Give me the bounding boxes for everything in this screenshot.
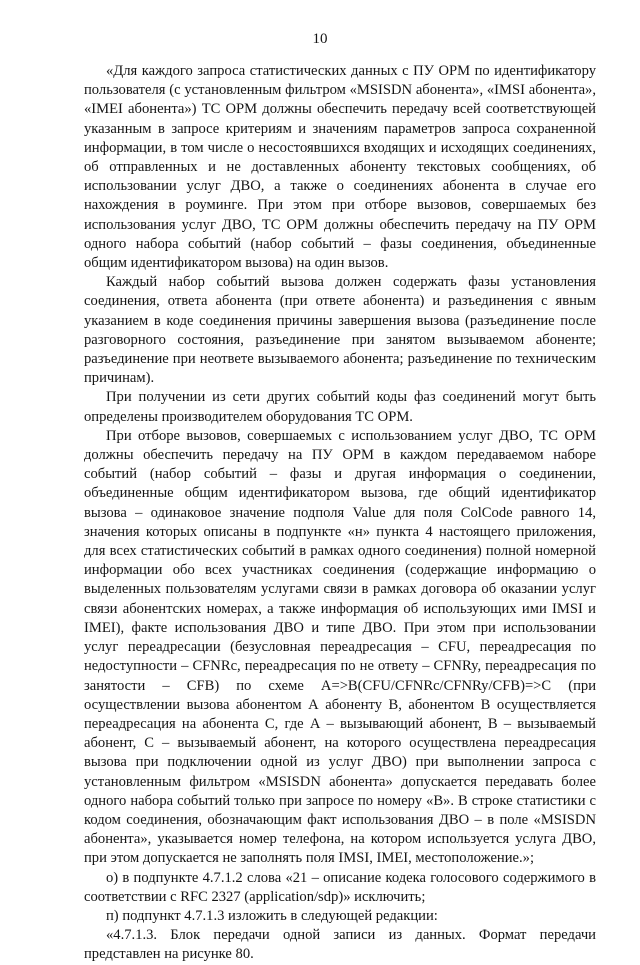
paragraph-dvo-calls: При отборе вызовов, совершаемых с использованием услуг ДВО, ТС ОРМ должны обеспечить передачу на ПУ ОРМ в каждом передаваемом наборе событий (набор событий – фазы и другая информация о соединении, объединенные общим идентификатором вызова, где общий идентификатор вызова – одинаковое значение подполя Value для поля ColCode равного 14, значения которых описаны в подпункте «н» пункта 4 настоящего приложения, для всех статистических событий в рамках одного соединения) полной номерной информации обо всех участниках соединения (содержащие информацию о выделенных пользователям услугами связи в рамках договора об оказании услуг связи абонентских номерах, а также информация об использующих ими IMSI и IMEI), факте использования ДВО и типе ДВО. При этом при использовании услуг переадресации (безусловная переадресация – CFU, переадресация по недоступности – CFNRc, переадресация по не ответу – CFNRy, переадресация по занятости – CFB) по схеме A=>B(CFU/CFNRc/CFNRy/CFB)=>C (при осуществлении вызова абонентом А абоненту В, абонентом В осуществляется переадресация на абонента С, где А – вызывающий абонент, В – вызываемый абонент, С – вызываемый абонент, на которого осуществлена переадресация вызова при подключении одной из услуг ДВО) при выполнении запроса с установленным фильтром «MSISDN абонента» допускается передавать более одного набора событий только при запросе по номеру «В». В строке статистики с кодом соединения, обозначающим факт использования ДВО – в поле «MSISDN абонента», указывается номер телефона, на котором используется услуга ДВО, при этом допускается не заполнять поля IMSI, IMEI, местоположение.»;: [84, 427, 596, 867]
paragraph-other-events: При получении из сети других событий коды фаз соединений могут быть определены производителем оборудования ТС ОРМ.: [84, 389, 596, 425]
paragraph-statistics-request: «Для каждого запроса статистических данных с ПУ ОРМ по идентификатору пользователя (с установленным фильтром «MSISDN абонента», «IMSI абонента», «IMEI абонента») ТС ОРМ должны обеспечить передачу всей соответствующей указанным в запросе критериям и значениям параметров запроса сохраненной информации, в том числе о несостоявшихся входящих и исходящих соединениях, об отправленных и не доставленных абоненту текстовых сообщениях, об использовании услуг ДВО, а также о соединениях абонента в случае его нахождения в роуминге. При этом при отборе вызовов, совершаемых без использования услуг ДВО, ТС ОРМ должны обеспечить передачу на ПУ ОРМ одного набора событий (набор событий – фазы соединения, объединенные общим идентификатором вызова) на один вызов.: [84, 63, 596, 272]
page-number: 10: [312, 31, 328, 47]
paragraph-4-7-1-3: «4.7.1.3. Блок передачи одной записи из данных. Формат передачи представлен на рисунке 80.: [84, 927, 596, 963]
document-body: [84, 62, 596, 965]
paragraph-subitem-p: п) подпункт 4.7.1.3 изложить в следующей редакции:: [106, 907, 438, 924]
paragraph-subitem-o: о) в подпункте 4.7.1.2 слова «21 – описание кодека голосового содержимого в соответствии с RFC 2327 (application/sdp)» исключить;: [84, 869, 596, 905]
paragraph-call-event-set: Каждый набор событий вызова должен содержать фазы установления соединения, ответа абонента (при ответе абонента) и разъединения с явным указанием в коде соединения причины завершения вызова (разъединение после разговорного состояния, разъединение при занятом вызываемом абоненте; разъединение при неответе вызываемого абонента; разъединение по техническим причинам).: [84, 274, 596, 387]
